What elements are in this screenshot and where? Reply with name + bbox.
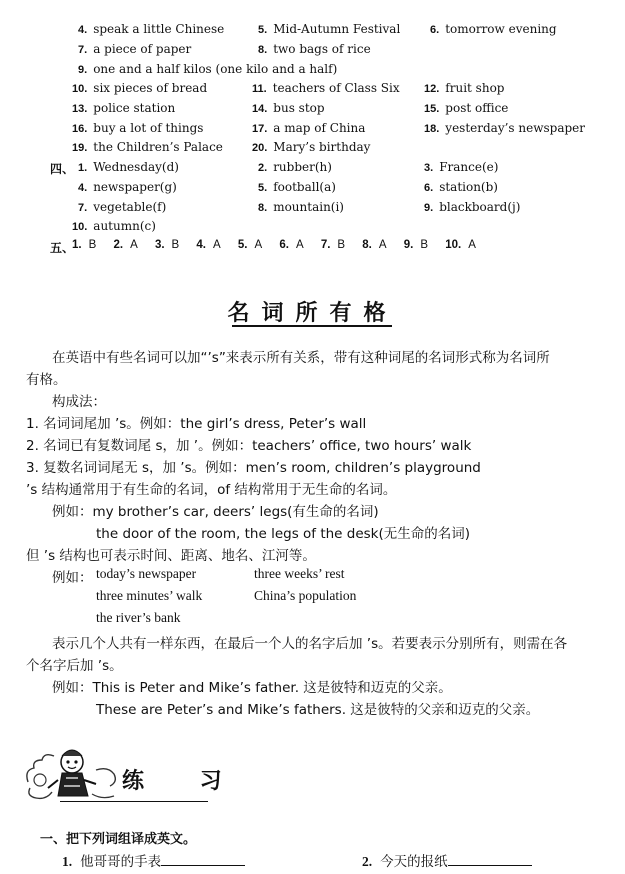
answer-item: 4. speak a little Chinese [78,22,225,36]
answer-item: 5. Mid-Autumn Festival [258,22,401,36]
answer-item: 8. mountain(i) [258,200,344,214]
rule-three: 3. 复数名词词尾无 s，加 ’s。例如：men’s room, children’s playground [26,460,481,476]
example-item: today’s newspaper [96,566,197,581]
answer-item: 10. autumn(c) [72,219,156,233]
answer-item: 15. post office [424,101,509,115]
choice-answers: 1. B 2. A 3. B 4. A 5. A 6. A 7. B 8. A 9. B 10. A [72,239,476,251]
rule-one: 1. 名词词尾加 ’s。例如：the girl’s dress, Peter’s wall [26,416,367,432]
answer-item: 12. fruit shop [424,81,505,95]
answer-item: 14. bus stop [252,101,325,115]
answer-item: 6. tomorrow evening [430,22,557,36]
practice-underline [60,801,208,802]
answer-item: 13. police station [72,101,176,115]
answer-item: 11. teachers of Class Six [252,81,400,95]
method-label: 构成法： [52,394,106,410]
example-line: 例如：my brother’s car, deers’ legs(有生命的名词) [52,504,379,520]
section-four-label: 四、 [50,162,75,176]
practice-title: 练 习 [122,769,246,794]
answer-item: 5. football(a) [258,180,336,194]
usage-note: 表示几个人共有一样东西，在最后一个人的名字后加 ’s。若要表示分别所有，则需在各 [52,636,568,652]
cartoon-mascot-icon [22,740,122,802]
rule-two: 2. 名词已有复数词尾 s，加 ’。例如：teachers’ office, two hours’ walk [26,438,472,454]
answer-item: 18. yesterday’s newspaper [424,121,586,135]
intro-text-cont: 有格。 [26,372,67,388]
exercise-heading: 一、把下列词组译成英文。 [40,832,197,847]
exercise-item: 1. 他哥哥的手表 [62,850,245,870]
answer-blank[interactable] [161,853,245,866]
intro-text: 在英语中有些名词可以加“’s”来表示所有关系，带有这种词尾的名词形式称为名词所 [52,350,550,366]
answer-item: 10. six pieces of bread [72,81,208,95]
example-line: the door of the room, the legs of the desk(无生命的名词) [96,526,471,542]
answer-item: 7. a piece of paper [78,42,192,56]
usage-note-cont: 个名字后加 ’s。 [26,658,123,674]
answer-item: 9. one and a half kilos (one kilo and a half) [78,62,338,76]
answer-item: 4. newspaper(g) [78,180,177,194]
example-line: 例如：This is Peter and Mike’s father. 这是彼特和迈克的父亲。 [52,680,452,696]
usage-note: 但 ’s 结构也可表示时间、距离、地名、江河等。 [26,548,316,564]
answer-item: 7. vegetable(f) [78,200,167,214]
answer-item: 8. two bags of rice [258,42,371,56]
answer-item: 9. blackboard(j) [424,200,521,214]
answer-item: 6. station(b) [424,180,498,194]
example-label: 例如： [52,570,93,586]
answer-item: 20. Mary’s birthday [252,140,371,154]
example-line: These are Peter’s and Mike’s fathers. 这是彼特的父亲和迈克的父亲。 [96,702,540,718]
answer-item: 19. the Children’s Palace [72,140,223,154]
example-item: three weeks’ rest [254,566,345,581]
lesson-title: 名词所有格 [227,301,398,326]
title-underline [232,325,392,327]
example-item: China’s population [254,588,357,603]
answer-blank[interactable] [448,853,532,866]
example-item: three minutes’ walk [96,588,203,603]
answer-item: 1. Wednesday(d) [78,160,179,174]
exercise-item: 2. 今天的报纸 [362,850,532,870]
example-item: the river’s bank [96,610,181,625]
answer-item: 3. France(e) [424,160,499,174]
section-five-label: 五、 [50,241,75,255]
usage-note: ’s 结构通常用于有生命的名词，of 结构常用于无生命的名词。 [26,482,397,498]
answer-item: 2. rubber(h) [258,160,332,174]
answer-item: 16. buy a lot of things [72,121,204,135]
answer-item: 17. a map of China [252,121,366,135]
